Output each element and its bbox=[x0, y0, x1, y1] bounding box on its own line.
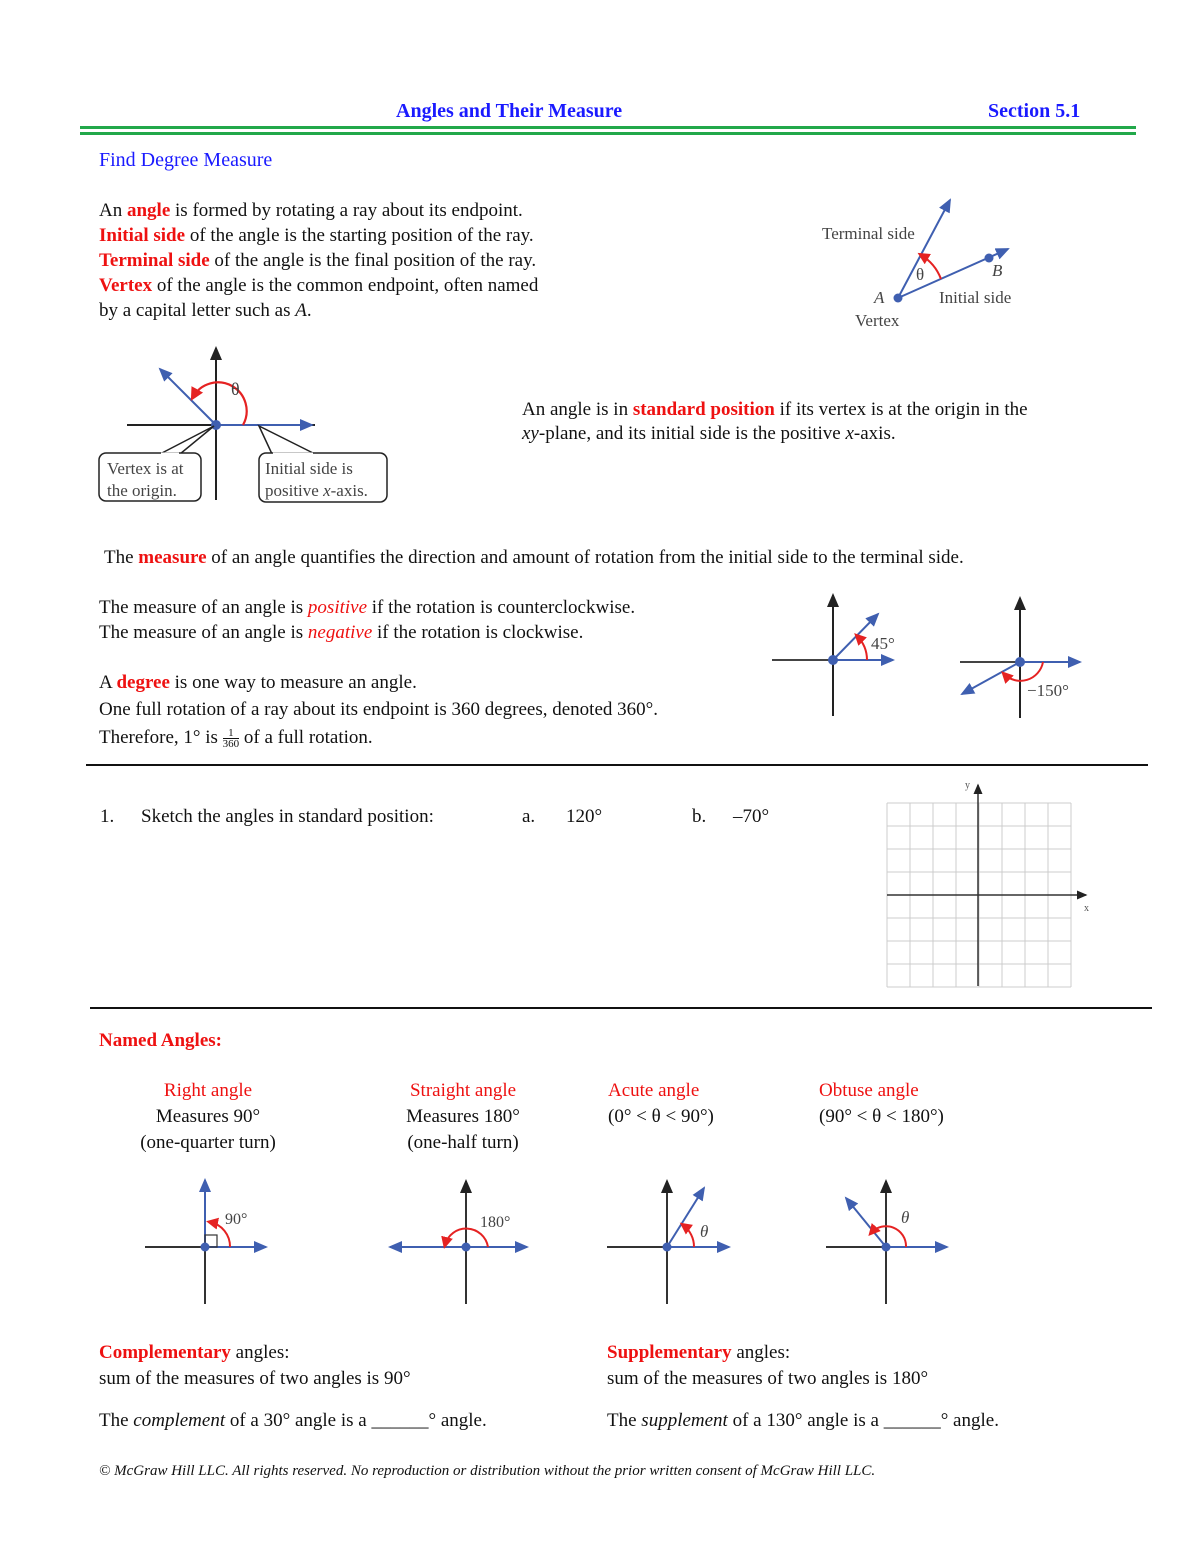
complement-blank: of a 30° angle is a ______° angle. bbox=[225, 1410, 487, 1431]
term-positive: positive bbox=[307, 597, 368, 618]
terminal-initial-diagram bbox=[822, 200, 1011, 330]
obtuse-angle-diagram bbox=[826, 1181, 947, 1304]
text: xy bbox=[522, 423, 539, 444]
text: angles: bbox=[731, 1342, 791, 1363]
text: . bbox=[306, 300, 312, 321]
text: is one way to measure an angle. bbox=[169, 672, 417, 693]
copyright-footer: © McGraw Hill LLC. All rights reserved. No reproduction or distribution without the prior written consent of McGraw Hill LLC. bbox=[99, 1463, 876, 1479]
text: One full rotation of a ray about its endpoint is 360 degrees, denoted 360°. bbox=[99, 699, 658, 720]
text: The bbox=[99, 1410, 134, 1431]
term-angle: angle bbox=[126, 200, 171, 221]
text: (one-quarter turn) bbox=[140, 1132, 276, 1153]
text: An angle is in bbox=[522, 399, 633, 420]
acute-angle-diagram bbox=[607, 1181, 729, 1304]
text: sum of the measures of two angles is 90° bbox=[99, 1368, 411, 1389]
text: The bbox=[607, 1410, 642, 1431]
text: (0° < θ < 90°) bbox=[608, 1106, 714, 1127]
text: sum of the measures of two angles is 180° bbox=[607, 1368, 929, 1389]
part-b-label: b. bbox=[692, 806, 707, 827]
text: The measure of an angle is bbox=[99, 622, 308, 643]
terminal-side-label: Terminal side bbox=[822, 224, 915, 243]
straight-angle-label: 180° bbox=[480, 1214, 511, 1231]
point-a-label: A bbox=[874, 288, 885, 307]
straight-angle-name: Straight angle bbox=[409, 1080, 517, 1101]
callout-text: Initial side is bbox=[265, 459, 353, 478]
text: The bbox=[104, 547, 139, 568]
named-angles-title: Named Angles: bbox=[99, 1030, 222, 1051]
term-terminal-side: Terminal side bbox=[99, 250, 210, 271]
text: of the angle is the final position of the ray. bbox=[209, 250, 537, 271]
text: (90° < θ < 180°) bbox=[819, 1106, 944, 1127]
theta-label: θ bbox=[916, 265, 925, 284]
coordinate-grid bbox=[887, 780, 1089, 987]
text: Measures 90° bbox=[155, 1106, 261, 1127]
text: if the rotation is counterclockwise. bbox=[367, 597, 636, 618]
text: is formed by rotating a ray about its endpoint. bbox=[170, 200, 523, 221]
divider bbox=[86, 764, 1148, 766]
part-a-value: 120° bbox=[566, 806, 603, 827]
text: supplement bbox=[641, 1410, 728, 1431]
straight-angle-diagram bbox=[390, 1181, 527, 1304]
text: A bbox=[99, 672, 117, 693]
text: if its vertex is at the origin in the bbox=[774, 399, 1028, 420]
vertex-label: Vertex bbox=[855, 311, 900, 330]
straight-angle-info bbox=[363, 1078, 563, 1156]
text: A bbox=[295, 300, 307, 321]
point-b-label: B bbox=[992, 261, 1003, 280]
theta-label: θ bbox=[231, 379, 240, 399]
text: Therefore, 1° is bbox=[99, 727, 223, 748]
initial-side-label: Initial side bbox=[939, 288, 1012, 307]
term-standard-position: standard position bbox=[632, 399, 775, 420]
callout-text: the origin. bbox=[107, 481, 177, 500]
text: of a full rotation. bbox=[239, 727, 373, 748]
supplement-blank: of a 130° angle is a ______° angle. bbox=[727, 1410, 999, 1431]
term-supplementary: Supplementary bbox=[607, 1342, 732, 1363]
acute-angle-info bbox=[608, 1078, 714, 1130]
text: -axis. bbox=[853, 423, 896, 444]
positive-angle-diagram bbox=[772, 595, 895, 716]
x-axis-label: x bbox=[1084, 903, 1089, 914]
obtuse-angle-label: θ bbox=[901, 1208, 910, 1227]
text: by a capital letter such as bbox=[99, 300, 296, 321]
term-vertex: Vertex bbox=[99, 275, 153, 296]
page-title: Angles and Their Measure bbox=[396, 100, 623, 122]
text: An bbox=[99, 200, 127, 221]
angle-45-label: 45° bbox=[871, 634, 895, 653]
part-a-label: a. bbox=[522, 806, 536, 827]
acute-angle-name: Acute angle bbox=[608, 1080, 700, 1101]
divider bbox=[90, 1007, 1152, 1009]
text: -plane, and its initial side is the positive bbox=[538, 423, 846, 444]
fraction: $\frac{1}{360}$ bbox=[222, 727, 240, 751]
text: The measure of an angle is bbox=[99, 597, 308, 618]
text: of the angle is the starting position of the ray. bbox=[185, 225, 534, 246]
right-angle-diagram bbox=[145, 1180, 266, 1304]
y-axis-label: y bbox=[965, 780, 970, 791]
section-label: Section 5.1 bbox=[988, 100, 1081, 122]
text: of an angle quantifies the direction and amount of rotation from the initial side to the terminal side. bbox=[206, 547, 964, 568]
callout-text: Vertex is at bbox=[107, 459, 184, 478]
term-degree: degree bbox=[116, 672, 170, 693]
part-b-value: –70° bbox=[733, 806, 770, 827]
text: x bbox=[845, 423, 854, 444]
right-angle-label: 90° bbox=[225, 1211, 248, 1228]
right-angle-info bbox=[108, 1078, 308, 1156]
text: complement bbox=[133, 1410, 226, 1431]
negative-angle-diagram bbox=[960, 598, 1080, 718]
exercise-prompt: Sketch the angles in standard position: bbox=[141, 806, 434, 827]
angle-neg150-label: −150° bbox=[1027, 681, 1069, 700]
term-complementary: Complementary bbox=[99, 1342, 231, 1363]
term-initial-side: Initial side bbox=[99, 225, 186, 246]
text: if the rotation is clockwise. bbox=[372, 622, 584, 643]
section-heading: Find Degree Measure bbox=[99, 149, 273, 171]
exercise-number: 1. bbox=[100, 806, 115, 827]
text: Measures 180° bbox=[406, 1106, 520, 1127]
text: angles: bbox=[230, 1342, 290, 1363]
text: (one-half turn) bbox=[407, 1132, 519, 1153]
obtuse-angle-info bbox=[819, 1078, 944, 1130]
term-negative: negative bbox=[307, 622, 373, 643]
obtuse-angle-name: Obtuse angle bbox=[819, 1080, 919, 1101]
callout-text: positive x-axis. bbox=[265, 481, 368, 500]
acute-angle-label: θ bbox=[700, 1222, 709, 1241]
standard-position-diagram bbox=[99, 348, 387, 502]
right-angle-name: Right angle bbox=[163, 1080, 253, 1101]
text: of the angle is the common endpoint, often named bbox=[152, 275, 539, 296]
term-measure: measure bbox=[138, 547, 207, 568]
